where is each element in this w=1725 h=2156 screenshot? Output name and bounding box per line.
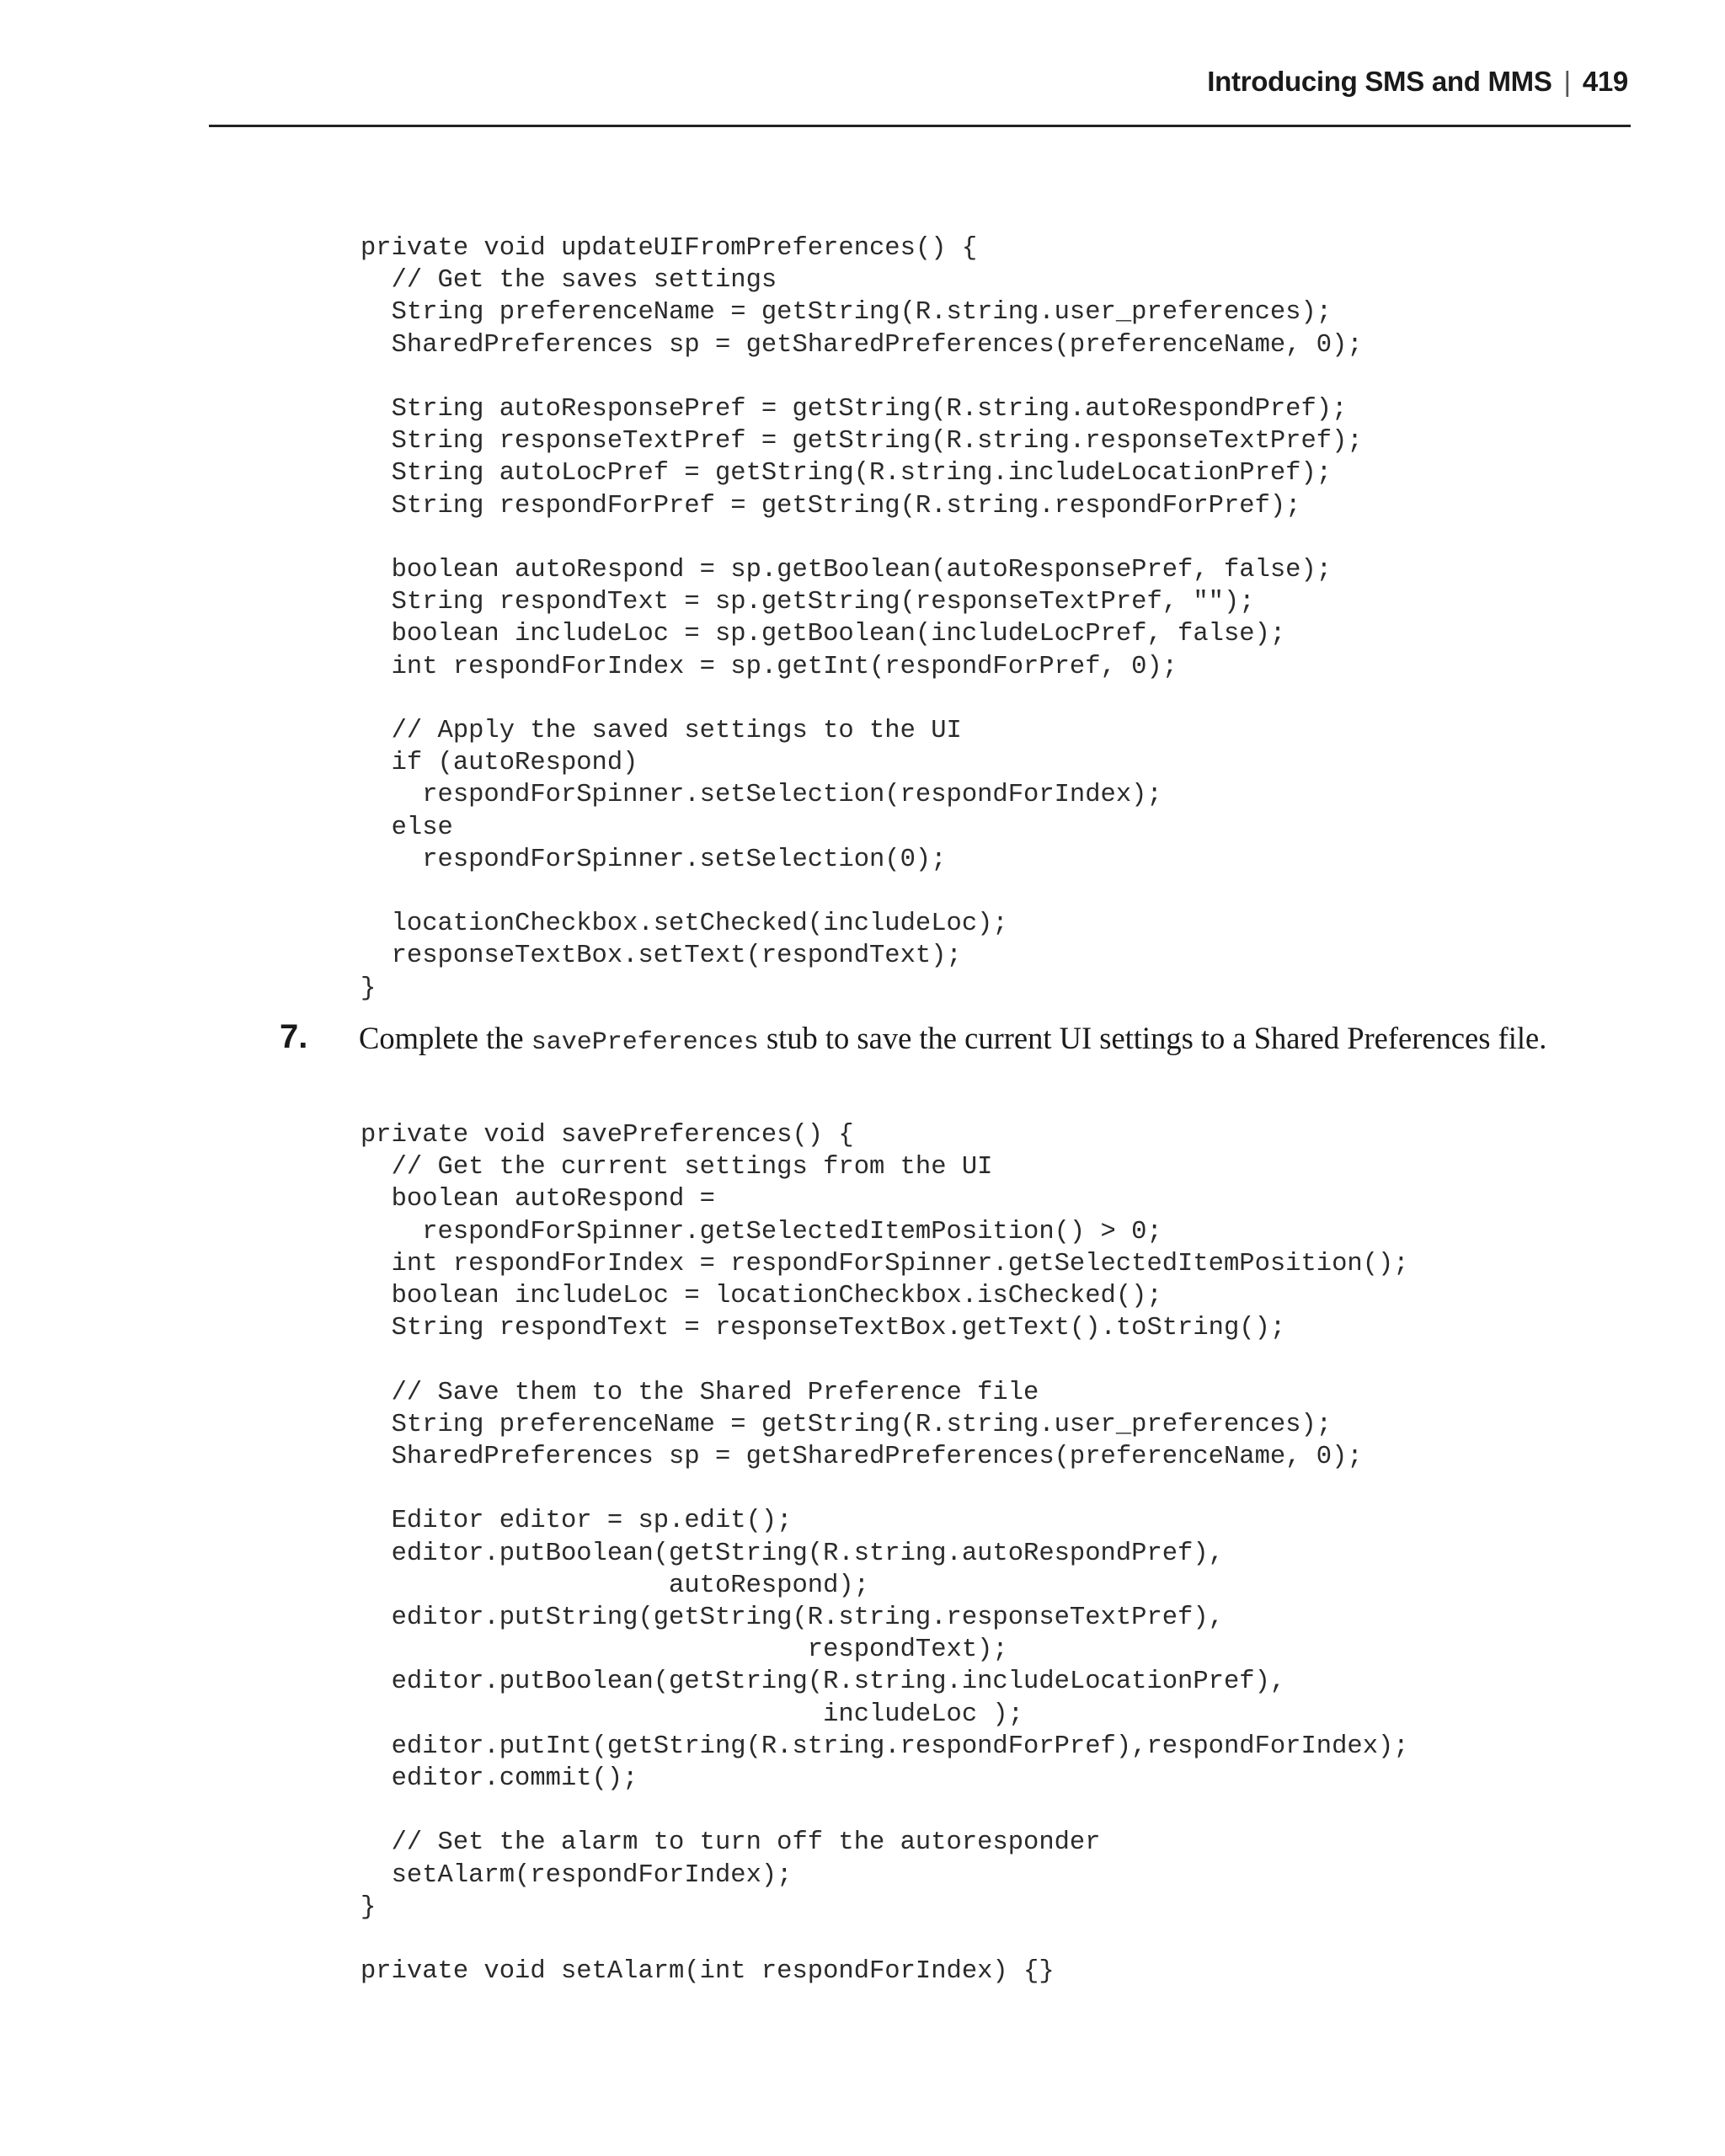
code-block-update-ui: private void updateUIFromPreferences() { // Get the saves settings String preferenceName = getString(R.string.user_preferences); SharedPreferences sp = getSharedPreferences(preferenceName, 0); String autoResponsePref = getString(R.string.autoRespondPref); String responseTextPref = getString(R.string.responseTextPref); String autoLocPref = getString(R.string.includeLocationPref); String respondForPref = getString(R.string.respondForPref); boolean autoRespond = sp.getBoolean(autoResponsePref, false); String respondText = sp.getString(responseTextPref, ""); boolean includeLoc = sp.getBoolean(includeLocPref, false); int respondForIndex = sp.getInt(respondForPref, 0); // Apply the saved settings to the UI if (autoRespond) respondForSpinner.setSelection(respondForIndex); else respondForSpinner.setSelection(0); locationCheckbox.setChecked(includeLoc); responseTextBox.setText(respondText); } [360, 234, 1363, 1003]
step-instruction [359, 1019, 1589, 1062]
step-text-after: stub to save the current UI settings to a Shared Preferences file. [758, 1021, 1547, 1055]
page-number: 419 [1582, 66, 1628, 97]
running-head [1207, 66, 1628, 98]
chapter-title: Introducing SMS and MMS [1207, 66, 1552, 97]
step-number: 7. [280, 1018, 308, 1055]
code-block-save-preferences: private void savePreferences() { // Get the current settings from the UI boolean autoRespond = respondForSpinner.getSelectedItemPosition() > 0; int respondForIndex = respondForSpinner.getSelectedItemPosition(); boolean includeLoc = locationCheckbox.isChecked(); String respondText = responseTextBox.getText().toString(); // Save them to the Shared Preference file String preferenceName = getString(R.string.user_preferences); SharedPreferences sp = getSharedPreferences(preferenceName, 0); Editor editor = sp.edit(); editor.putBoolean(getString(R.string.autoRespondPref), autoRespond); editor.putString(getString(R.string.responseTextPref), respondText); editor.putBoolean(getString(R.string.includeLocationPref), includeLoc ); editor.putInt(getString(R.string.respondForPref),respondForIndex); editor.commit(); // Set the alarm to turn off the autoresponder setAlarm(respondForIndex); } private void setAlarm(int respondForIndex) {} [360, 1121, 1409, 1987]
header-separator: | [1563, 66, 1571, 97]
header-rule [209, 125, 1631, 127]
inline-code-term: savePreferences [531, 1028, 759, 1057]
step-text-before: Complete the [359, 1021, 531, 1055]
